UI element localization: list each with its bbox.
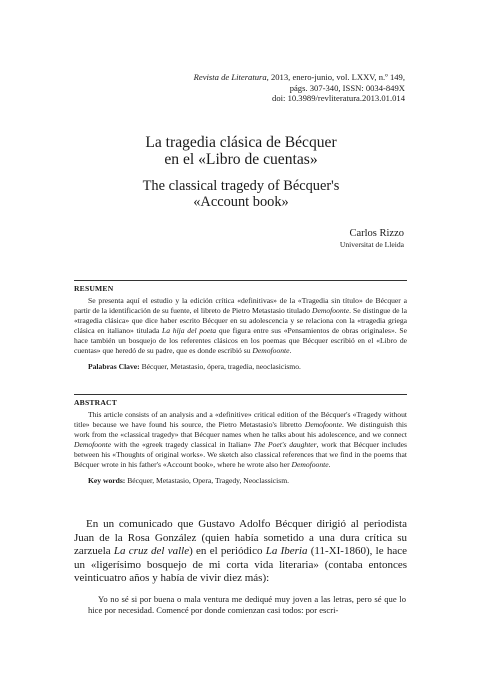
citation-line-1	[194, 72, 405, 83]
journal-citation	[194, 72, 405, 104]
title-spanish	[0, 134, 482, 168]
resumen-text: Se presenta aquí el estudio y la edición crítica «definitivas» de la «Tragedia sin título» de Bécquer a partir de la identificación de su fuente, el libreto de Pietro Metastasio titulado Demofoonte. Se distingue de la «tragedia clásica» que dice haber escrito Bécquer en su adolescencia y se relaciona con la «tragedia griega clásica en italiano» titulada La hija del poeta que figura entre sus «Pensamientos de obras originales». Se hace también un bosquejo de los referentes clásicos en los poemas que Bécquer escribió en el «Libro de cuentas» que heredó de su padre, que es donde escribió su Demofoonte.	[74, 296, 407, 355]
citation-doi: doi: 10.3989/revliteratura.2013.01.014	[272, 93, 405, 104]
abstract-rule	[74, 394, 407, 395]
body-paragraph: En un comunicado que Gustavo Adolfo Bécquer dirigió al periodista Juan de la Rosa González (quien había sometido a una dura crítica su zarzuela La cruz del valle) en el periódico La Iberia (11-XI-1860), le hace un «ligerísimo bosquejo de mi corta vida literaria» (contaba entonces veinticuatro años y había de vivir diez más):	[74, 518, 407, 585]
title-spanish-line-1: La tragedia clásica de Bécquer	[145, 134, 337, 151]
author-affiliation: Universitat de Lleida	[339, 240, 404, 249]
resumen-keywords: Palabras Clave: Bécquer, Metastasio, ópera, tragedia, neoclasicismo.	[88, 362, 301, 371]
abstract-section	[74, 398, 407, 486]
title-english	[0, 178, 482, 210]
journal-name: Revista de Literatura,	[193, 72, 269, 82]
resumen-section	[74, 284, 407, 372]
resumen-heading: RESUMEN	[74, 284, 114, 293]
citation-pages: págs. 307-340, ISSN: 0034-849X	[289, 82, 405, 93]
citation-volume: 2013, enero-junio, vol. LXXV, n.º 149,	[268, 72, 405, 82]
abstract-heading: ABSTRACT	[74, 398, 117, 407]
abstract-text: This article consists of an analysis and a «definitive» critical edition of the Bécquer's «Tragedy without title» because we have found his source, the Pietro Metastasio's libretto Demofoonte. We distinguish this work from the «classical tragedy» that Bécquer names when he talks about his adolescence, and we connect Demofoonte with the «greek tragedy classical in Italian» The Poet's daughter, work that Bécquer includes between his «Thoughts of original works». We sketch also classical references that we find in the poems that Bécquer wrote in his father's «Account book», where he wrote also her Demofoonte.	[74, 410, 408, 469]
title-english-line-1: The classical tragedy of Bécquer's	[142, 178, 340, 194]
resumen-rule	[74, 280, 407, 281]
block-quote: Yo no sé si por buena o mala ventura me dediqué muy joven a las letras, pero sé que lo hice por necesidad. Comencé por donde comienzan casi todos: por escri-	[88, 594, 406, 615]
author-block	[340, 228, 404, 250]
author-name: Carlos Rizzo	[349, 228, 404, 239]
title-spanish-line-2: en el «Libro de cuentas»	[164, 151, 318, 168]
abstract-keywords: Key words: Bécquer, Metastasio, Opera, Tragedy, Neoclassicism.	[88, 476, 290, 485]
title-english-line-2: «Account book»	[193, 194, 289, 210]
